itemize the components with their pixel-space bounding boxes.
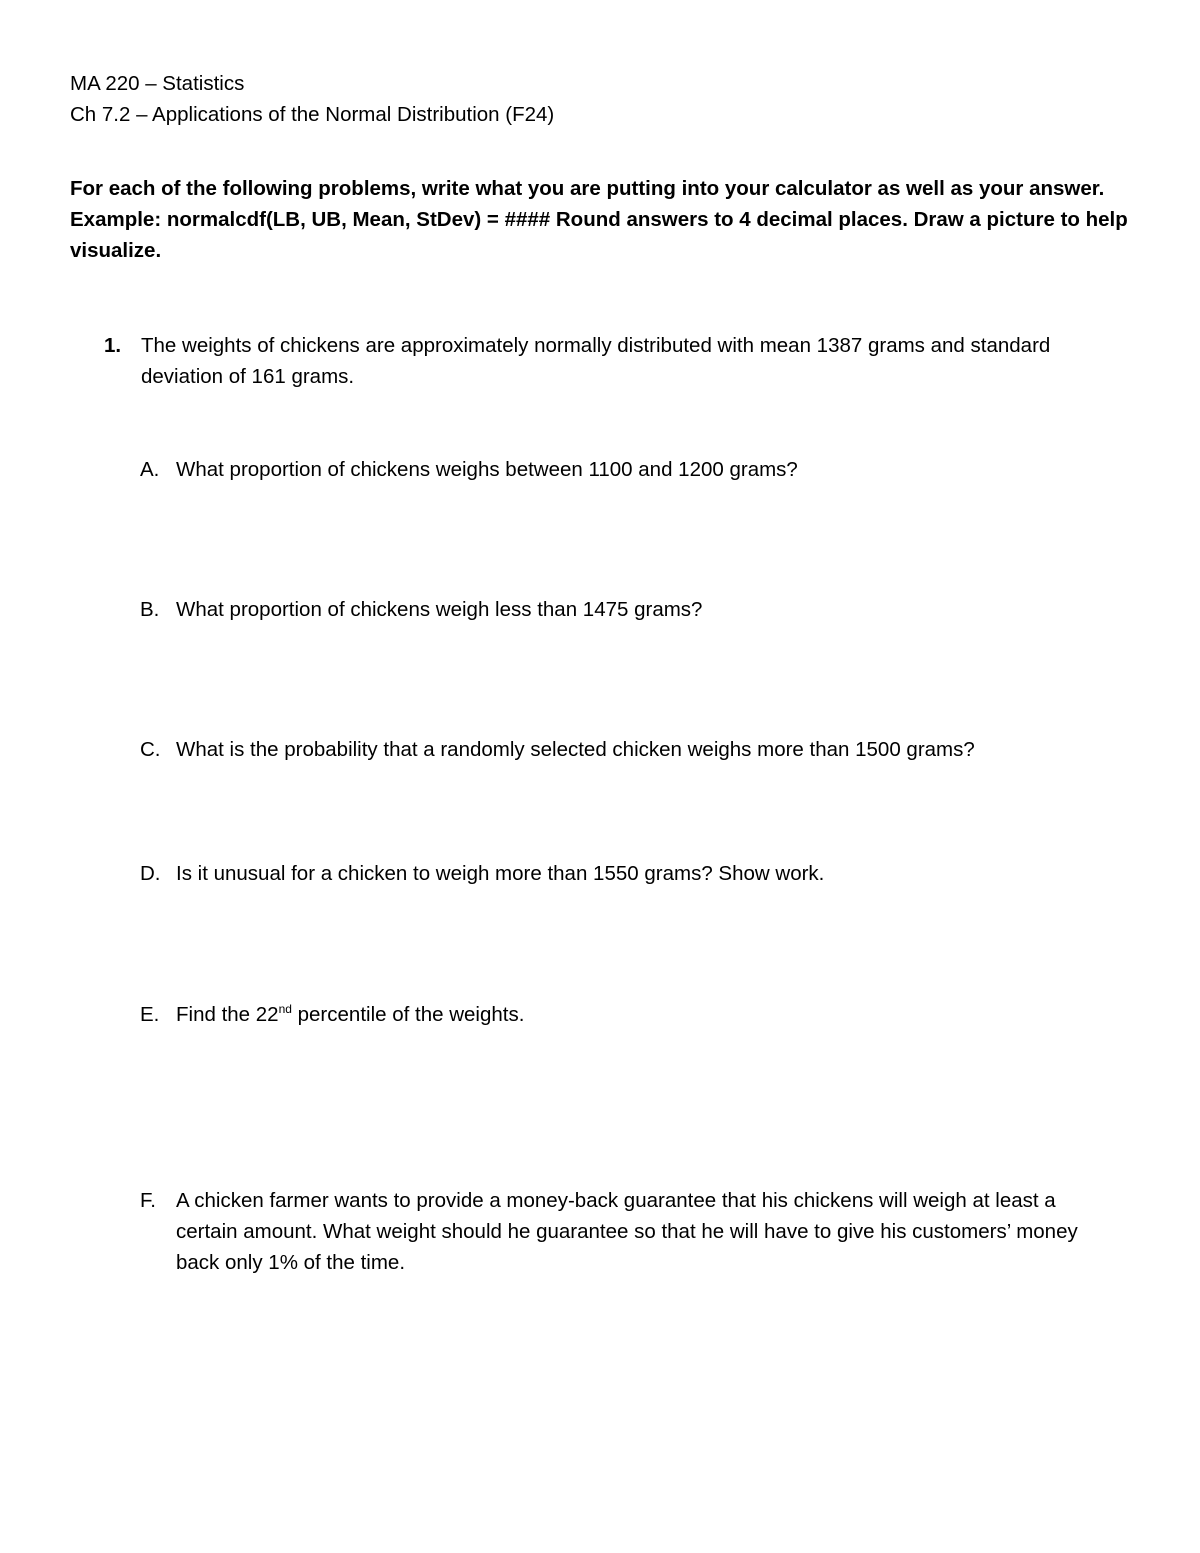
- problem-number: 1.: [104, 334, 122, 357]
- part-letter: F.: [140, 1189, 156, 1212]
- part-question-end: percentile of the weights.: [291, 1003, 525, 1026]
- ordinal-suffix: nd: [278, 1002, 292, 1017]
- problem-prompt: The weights of chickens are approximately normally distributed with mean 1387 grams and standard deviation of 161 grams.: [141, 334, 1051, 388]
- part-letter: A.: [140, 458, 160, 481]
- instructions-line: For each of the following problems, write what you are putting into your calculator as well as your answer.: [70, 177, 1105, 200]
- part-question: What proportion of chickens weighs between 1100 and 1200 grams?: [176, 458, 798, 481]
- chapter-title: Ch 7.2 – Applications of the Normal Distribution (F24): [70, 103, 555, 126]
- part-question: Is it unusual for a chicken to weigh more than 1550 grams? Show work.: [176, 862, 825, 885]
- part-letter: D.: [140, 862, 161, 885]
- instructions-example: Example: normalcdf(LB, UB, Mean, StDev) = #### Round answers to 4 decimal places. Draw a picture to help visualize.: [70, 208, 1128, 262]
- part-letter: C.: [140, 738, 161, 761]
- part-question: What is the probability that a randomly selected chicken weighs more than 1500 grams?: [176, 738, 975, 761]
- part-question: A chicken farmer wants to provide a money-back guarantee that his chickens will weigh at least a certain amount. What weight should he guarantee so that he will have to give his customers’ money back only 1% of the time.: [176, 1189, 1078, 1274]
- instructions: [70, 173, 1130, 266]
- part-letter: E.: [140, 1003, 160, 1026]
- course-title: MA 220 – Statistics: [70, 72, 245, 95]
- part-question: What proportion of chickens weigh less than 1475 grams?: [176, 598, 703, 621]
- part-question: [176, 999, 1116, 1030]
- part-question-start: Find the 22: [176, 1003, 279, 1026]
- part-letter: B.: [140, 598, 160, 621]
